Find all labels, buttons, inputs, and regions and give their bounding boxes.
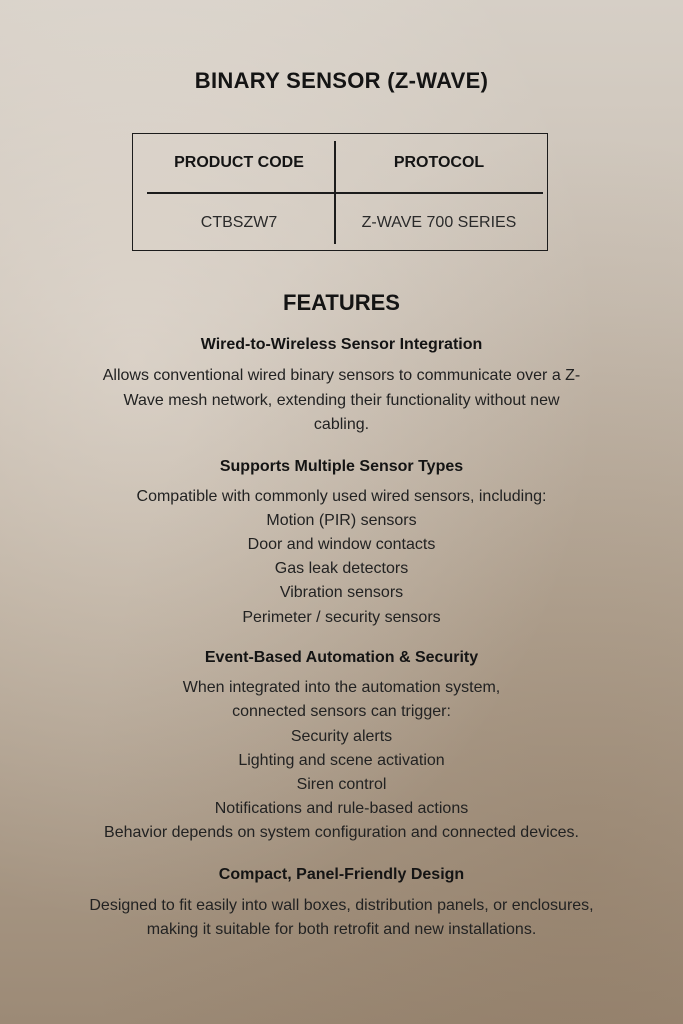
section-line: Behavior depends on system configuration and connected devices.: [104, 824, 579, 841]
section-line: Compatible with commonly used wired sensors, including:: [136, 488, 547, 505]
section-line: making it suitable for both retrofit and new installations.: [146, 921, 537, 938]
section-title-integration: Wired-to-Wireless Sensor Integration: [200, 336, 483, 353]
section-line: Perimeter / security sensors: [242, 609, 441, 626]
section-title-sensor-types: Supports Multiple Sensor Types: [219, 458, 464, 475]
table-cell-protocol: Z-WAVE 700 SERIES: [361, 214, 517, 231]
features-heading: FEATURES: [283, 290, 400, 315]
section-line: Notifications and rule-based actions: [214, 800, 469, 817]
section-line: Vibration sensors: [279, 584, 404, 601]
table-cell-product-code: CTBSZW7: [200, 214, 278, 231]
section-line: When integrated into the automation system,: [182, 679, 501, 696]
table-header-protocol: PROTOCOL: [393, 154, 485, 171]
section-line: Wave mesh network, extending their functionality without new: [123, 392, 560, 409]
section-title-design: Compact, Panel-Friendly Design: [218, 866, 465, 883]
section-line: Motion (PIR) sensors: [266, 512, 417, 529]
table-header-product-code: PRODUCT CODE: [174, 154, 304, 171]
section-line: Lighting and scene activation: [238, 752, 445, 769]
page-title: BINARY SENSOR (Z-WAVE): [194, 68, 489, 93]
section-line: Designed to fit easily into wall boxes, distribution panels, or enclosures,: [89, 897, 594, 914]
spec-table: [132, 133, 548, 251]
table-row-divider: [147, 192, 543, 194]
section-line: Gas leak detectors: [274, 560, 409, 577]
section-line: Siren control: [296, 776, 387, 793]
section-line: Allows conventional wired binary sensors to communicate over a Z-: [102, 367, 581, 384]
section-line: Security alerts: [290, 728, 393, 745]
section-line: Door and window contacts: [247, 536, 436, 553]
section-title-automation: Event-Based Automation & Security: [204, 649, 479, 666]
section-line: cabling.: [313, 416, 370, 433]
section-line: connected sensors can trigger:: [232, 703, 451, 720]
